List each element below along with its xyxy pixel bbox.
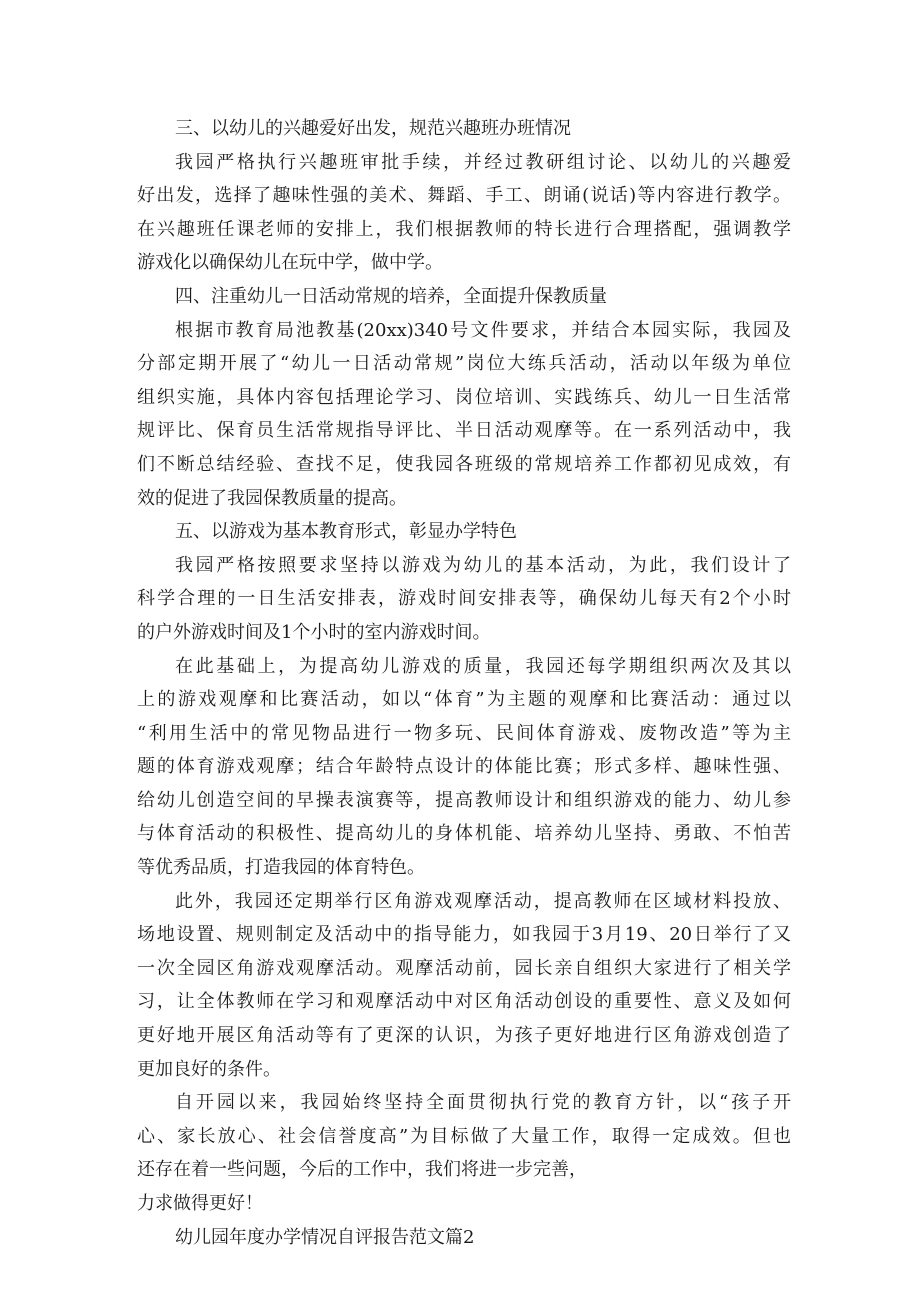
paragraph-line: 们不断总结经验、查找不足，使我园各班级的常规培养工作都初见成效，有 — [137, 453, 791, 475]
section-heading: 五、以游戏为基本教育形式，彰显办学特色 — [175, 521, 517, 543]
paragraph-line: “利用生活中的常见物品进行一物多玩、民间体育游戏、废物改造”等为主 — [137, 722, 791, 744]
paragraph-line: 我园严格执行兴趣班审批手续，并经过教研组讨论、以幼儿的兴趣爱 — [175, 151, 791, 173]
paragraph-line: 习，让全体教师在学习和观摩活动中对区角活动创设的重要性、意义及如何 — [137, 991, 791, 1013]
paragraph-line: 科学合理的一日生活安排表，游戏时间安排表等，确保幼儿每天有2个小时 — [137, 588, 791, 610]
paragraph-line: 好出发，选择了趣味性强的美术、舞蹈、手工、朗诵(说话)等内容进行教学。 — [137, 185, 791, 207]
next-article-title: 幼儿园年度办学情况自评报告范文篇2 — [175, 1226, 475, 1248]
paragraph-line: 在此基础上，为提高幼儿游戏的质量，我园还每学期组织两次及其以 — [175, 655, 791, 677]
paragraph-line: 我园严格按照要求坚持以游戏为幼儿的基本活动，为此，我们设计了 — [175, 554, 791, 576]
paragraph-line: 规评比、保育员生活常规指导评比、半日活动观摩等。在一系列活动中，我 — [137, 420, 791, 442]
section-heading: 四、注重幼儿一日活动常规的培养，全面提升保教质量 — [175, 285, 607, 307]
document-page — [137, 112, 791, 1254]
paragraph-line: 的户外游戏时间及1个小时的室内游戏时间。 — [137, 621, 491, 643]
paragraph-line: 与体育活动的积极性、提高幼儿的身体机能、培养幼儿坚持、勇敢、不怕苦 — [137, 823, 791, 845]
paragraph-line: 心、家长放心、社会信誉度高”为目标做了大量工作，取得一定成效。但也 — [137, 1125, 791, 1147]
paragraph-line: 一次全园区角游戏观摩活动。观摩活动前，园长亲自组织大家进行了相关学 — [137, 957, 791, 979]
paragraph-line: 上的游戏观摩和比赛活动，如以“体育”为主题的观摩和比赛活动：通过以 — [137, 689, 791, 711]
paragraph-line: 题的体育游戏观摩；结合年龄特点设计的体能比赛；形式多样、趣味性强、 — [137, 756, 791, 778]
paragraph-line: 效的促进了我园保教质量的提高。 — [137, 487, 407, 509]
paragraph-line: 还存在着一些问题，今后的工作中，我们将进一步完善， — [137, 1159, 587, 1181]
paragraph-line: 力求做得更好！ — [137, 1193, 263, 1214]
paragraph-line: 此外，我园还定期举行区角游戏观摩活动，提高教师在区域材料投放、 — [175, 890, 791, 912]
paragraph-line: 自开园以来，我园始终坚持全面贯彻执行党的教育方针，以“孩子开 — [175, 1092, 791, 1114]
section-heading: 三、以幼儿的兴趣爱好出发，规范兴趣班办班情况 — [175, 118, 571, 139]
paragraph-line: 游戏化以确保幼儿在玩中学，做中学。 — [137, 252, 443, 274]
paragraph-line: 根据市教育局池教基(20xx)340号文件要求，并结合本园实际，我园及 — [175, 319, 791, 341]
paragraph-line: 给幼儿创造空间的早操表演赛等，提高教师设计和组织游戏的能力、幼儿参 — [137, 789, 791, 811]
paragraph-line: 在兴趣班任课老师的安排上，我们根据教师的特长进行合理搭配，强调教学 — [137, 218, 791, 240]
paragraph-line: 更加良好的条件。 — [137, 1058, 281, 1080]
paragraph-line: 组织实施，具体内容包括理论学习、岗位培训、实践练兵、幼儿一日生活常 — [137, 386, 791, 408]
paragraph-line: 等优秀品质，打造我园的体育特色。 — [137, 857, 425, 879]
paragraph-line: 场地设置、规则制定及活动中的指导能力，如我园于3月19、20日举行了又 — [137, 924, 791, 946]
paragraph-line: 更好地开展区角活动等有了更深的认识，为孩子更好地进行区角游戏创造了 — [137, 1025, 791, 1047]
paragraph-line: 分部定期开展了“幼儿一日活动常规”岗位大练兵活动，活动以年级为单位 — [137, 353, 791, 375]
